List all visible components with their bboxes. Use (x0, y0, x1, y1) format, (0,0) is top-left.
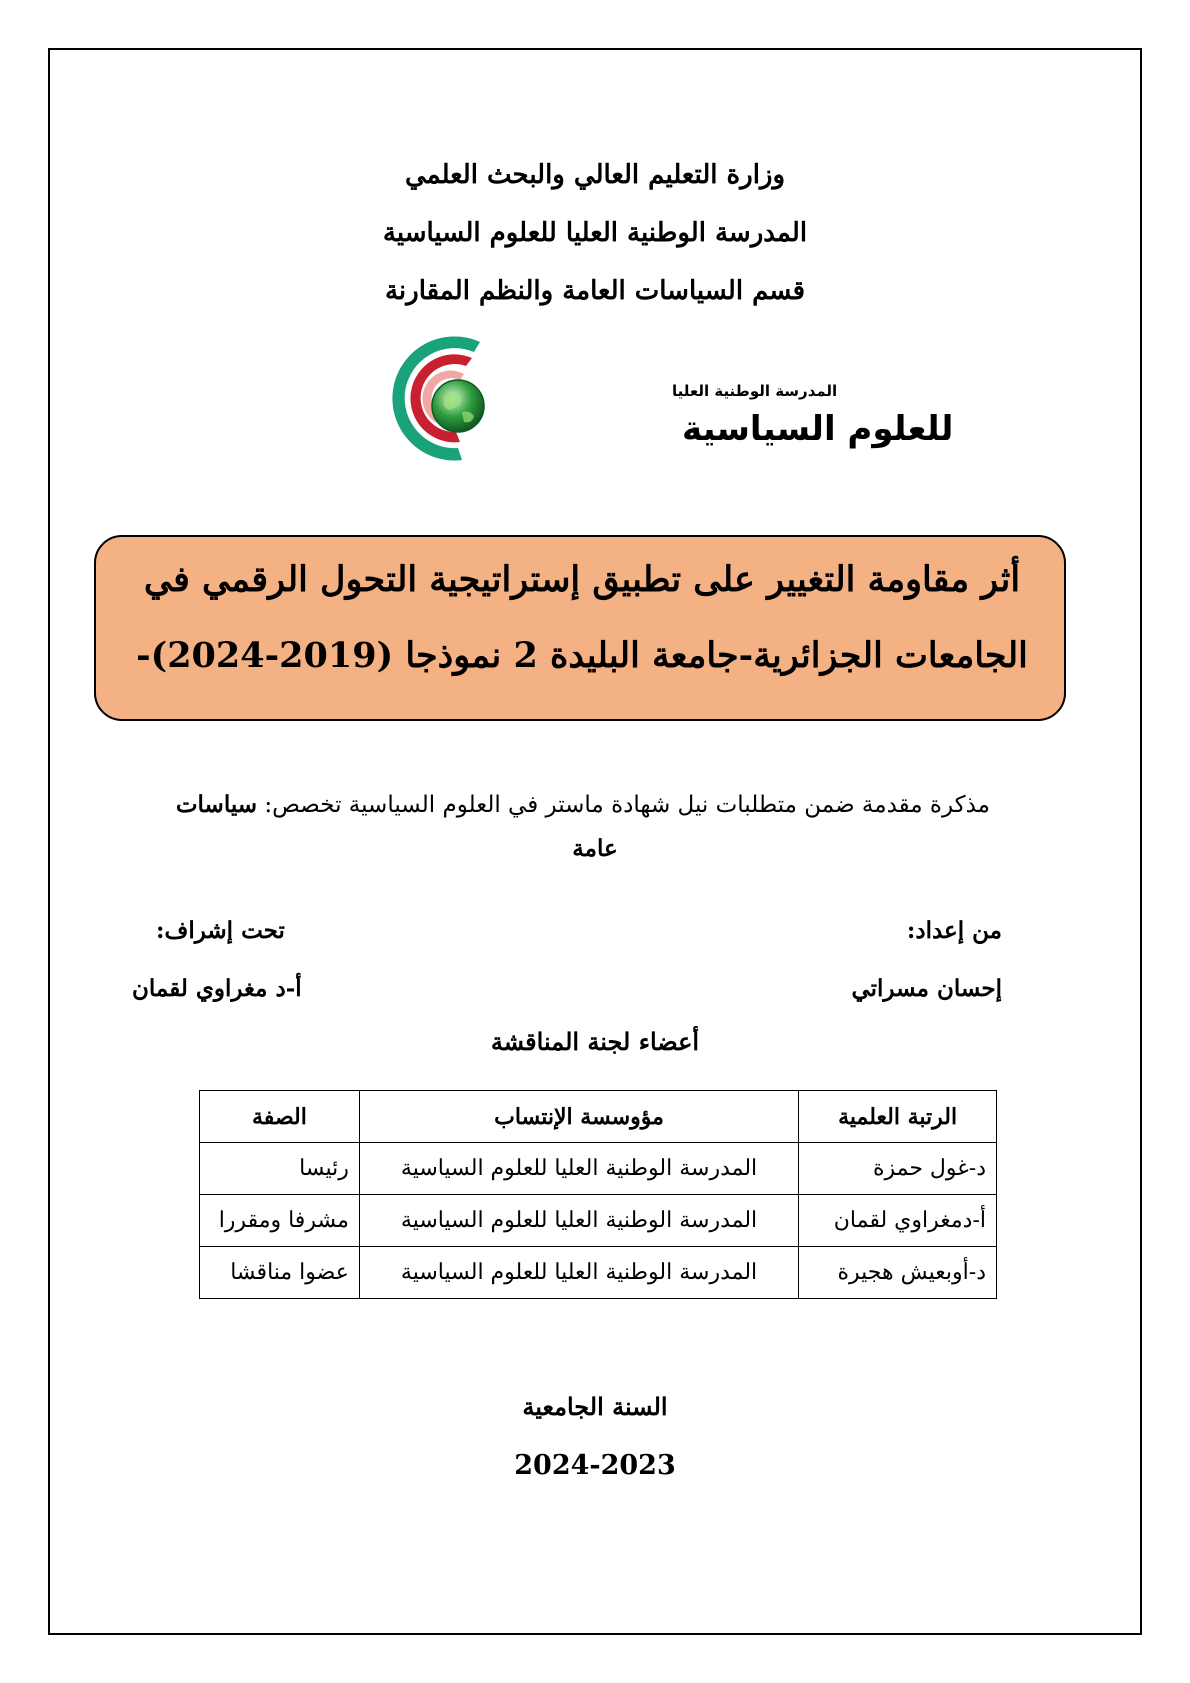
memo-statement (110, 775, 990, 835)
memo-text: مذكرة مقدمة ضمن متطلبات نيل شهادة ماستر في العلوم السياسية تخصص: (264, 792, 990, 818)
academic-year-label: السنة الجامعية (522, 1392, 668, 1421)
table-header-row (200, 1091, 997, 1143)
row-rank: د-غول حمزة (799, 1143, 997, 1195)
table-row (200, 1247, 997, 1299)
academic-year-value: 2024-2023 (514, 1450, 676, 1481)
memo-specialty-part2: عامة (572, 835, 618, 862)
header-role: الصفة (200, 1091, 360, 1143)
student-name: إحسان مسراتي (851, 975, 1002, 1002)
school-logo (362, 332, 954, 464)
thesis-title-line-1: أثر مقاومة التغيير على تطبيق إستراتيجية التحول الرقمي في (143, 559, 1021, 600)
logo-main-text: للعلوم السياسية (682, 409, 954, 449)
header-rank: الرتبة العلمية (799, 1091, 997, 1143)
row-rank: د-أوبعيش هجيرة (799, 1247, 997, 1299)
supervisor-name: أ-د مغراوي لقمان (132, 975, 302, 1002)
table-row (200, 1195, 997, 1247)
row-institution: المدرسة الوطنية العليا للعلوم السياسية (359, 1247, 798, 1299)
row-institution: المدرسة الوطنية العليا للعلوم السياسية (359, 1143, 798, 1195)
row-rank: أ-دمغراوي لقمان (799, 1195, 997, 1247)
thesis-title-line-2: الجامعات الجزائرية-جامعة البليدة 2 نموذجا (2019-2024)- (136, 635, 1028, 676)
globe-icon (432, 380, 484, 432)
row-role: عضوا مناقشا (200, 1247, 360, 1299)
header-institution: مؤوسسة الإنتساب (359, 1091, 798, 1143)
school-name: المدرسة الوطنية العليا للعلوم السياسية (382, 218, 808, 248)
department-name: قسم السياسات العامة والنظم المقارنة (384, 276, 806, 306)
prepared-by-label: من إعداد: (906, 917, 1002, 944)
logo-top-text: المدرسة الوطنية العليا (672, 382, 838, 400)
memo-specialty-part1: سياسات (175, 791, 258, 818)
committee-table (199, 1090, 997, 1299)
supervision-label: تحت إشراف: (156, 917, 285, 944)
row-institution: المدرسة الوطنية العليا للعلوم السياسية (359, 1195, 798, 1247)
table-row (200, 1143, 997, 1195)
ministry-name: وزارة التعليم العالي والبحث العلمي (404, 160, 786, 190)
row-role: مشرفا ومقررا (200, 1195, 360, 1247)
row-role: رئيسا (200, 1143, 360, 1195)
thesis-title-box (94, 535, 1066, 721)
committee-title: أعضاء لجنة المناقشة (490, 1027, 700, 1056)
